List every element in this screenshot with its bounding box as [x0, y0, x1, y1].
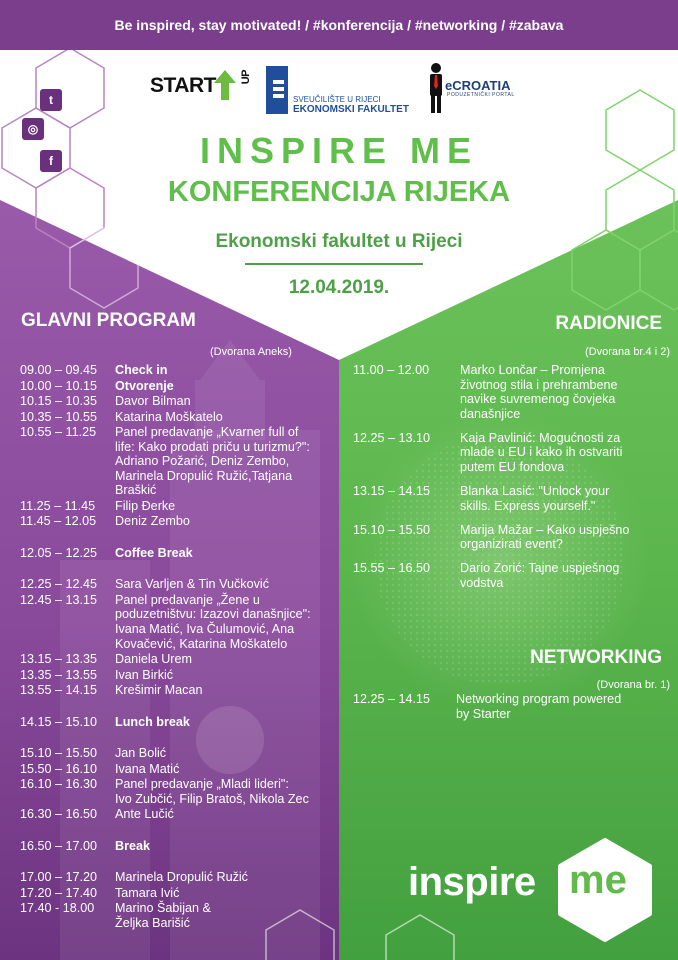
schedule-text: Panel predavanje „Kvarner full of: [115, 425, 299, 439]
schedule-text: Tamara Ivić: [115, 885, 180, 900]
tagline-bar: [0, 0, 678, 50]
facebook-icon[interactable]: f: [40, 150, 62, 172]
schedule-text: Marija Mažar – Kako uspješno: [460, 522, 630, 537]
schedule-text: Lunch break: [115, 714, 190, 729]
schedule-text: putem EU fondova: [460, 459, 565, 474]
start-up-logo: [150, 70, 252, 98]
networking-heading: NETWORKING: [530, 647, 662, 668]
schedule-text: Sara Varljen & Tin Vučković: [115, 577, 269, 592]
schedule-text: Coffee Break: [115, 545, 193, 560]
schedule-text: Adriano Požarić, Deniz Zembo,: [115, 454, 290, 469]
schedule-text: vodstva: [460, 575, 504, 590]
schedule-text: Jan Bolić: [115, 746, 167, 761]
hashtag-zabava[interactable]: #zabava: [508, 17, 564, 33]
brand-wordmark-me: me: [569, 858, 627, 902]
schedule-time: 13.15 – 14.15: [353, 484, 431, 498]
schedule-time: 17.00 – 17.20: [20, 870, 98, 885]
schedule-text: Krešimir Macan: [115, 683, 203, 698]
schedule-time: 15.10 – 15.50: [353, 522, 431, 537]
schedule-time: 12.45 – 13.15: [20, 592, 98, 607]
businessman-icon: [427, 62, 445, 114]
schedule-text: Ivan Birkić: [115, 667, 174, 682]
schedule-text: današnjice: [460, 406, 521, 421]
schedule-time: 10.00 – 10.15: [20, 378, 98, 393]
event-subtitle: KONFERENCIJA RIJEKA: [167, 176, 511, 208]
event-date: 12.04.2019.: [288, 277, 390, 298]
schedule-text: Daniela Urem: [115, 652, 192, 667]
schedule-time: 15.55 – 16.50: [353, 561, 431, 576]
title-divider: [245, 263, 423, 265]
schedule-time: 10.35 – 10.55: [20, 409, 98, 424]
schedule-text: Marinela Dropulić Ružić: [115, 870, 248, 885]
schedule-time: 11.25 – 11.45: [20, 498, 96, 513]
schedule-text: Željka Barišić: [115, 915, 190, 930]
schedule-time: 09.00 – 09.45: [20, 363, 98, 377]
hashtag-networking[interactable]: #networking: [414, 17, 498, 33]
schedule-time: 12.25 – 14.15: [353, 692, 431, 706]
schedule-time: 13.55 – 14.15: [20, 683, 98, 698]
schedule-text: Ivana Matić, Iva Čulumović, Ana: [115, 622, 295, 637]
schedule-text: mlade u EU i kako ih ostvariti: [460, 445, 623, 460]
schedule-text: Davor Bilman: [115, 394, 191, 408]
efri-line2: EKONOMSKI FAKULTET: [293, 104, 409, 115]
ecroatia-sub: PODUZETNIČKI PORTAL: [447, 92, 515, 98]
brand-wordmark: inspire: [408, 860, 536, 904]
schedule-time: 10.55 – 11.25: [20, 425, 97, 439]
schedule-time: 12.25 – 12.45: [20, 577, 98, 592]
schedule-text: Braškić: [115, 483, 157, 498]
tagline: Be inspired, stay motivated!: [114, 17, 302, 33]
schedule-text: by Starter: [456, 706, 511, 721]
schedule-time: 17.40 - 18.00: [20, 901, 95, 916]
schedule-text: skills. Express yourself.": [460, 498, 596, 513]
schedule-text: Check in: [115, 363, 168, 377]
schedule-time: 14.15 – 15.10: [20, 714, 98, 729]
efri-line1: SVEUČILIŠTE U RIJECI: [293, 95, 381, 104]
schedule-text: Ivana Matić: [115, 761, 180, 776]
schedule-text: navike suvremenog čovjeka: [460, 392, 616, 407]
separator: /: [501, 17, 506, 33]
schedule-time: 10.15 – 10.35: [20, 394, 98, 408]
schedule-time: 15.50 – 16.10: [20, 761, 98, 776]
instagram-icon[interactable]: ◎: [22, 118, 44, 140]
schedule-text: Ante Lučić: [115, 807, 174, 822]
schedule-text: Marinela Dropulić Ružić,Tatjana: [115, 468, 293, 483]
schedule-time: 11.00 – 12.00: [353, 363, 430, 377]
venue: Ekonomski fakultet u Rijeci: [215, 231, 463, 252]
schedule-text: Katarina Moškatelo: [115, 409, 223, 424]
separator: /: [305, 17, 310, 33]
schedule-text: Kovačević, Katarina Moškatelo: [115, 636, 288, 651]
schedule-time: 16.50 – 17.00: [20, 838, 98, 853]
glavni-program-room: (Dvorana Aneks): [210, 346, 292, 358]
schedule-text: Panel predavanje „Žene u: [115, 592, 260, 607]
schedule-time: 16.30 – 16.50: [20, 807, 98, 822]
schedule-time: 15.10 – 15.50: [20, 746, 98, 761]
radionice-heading: RADIONICE: [555, 313, 662, 334]
schedule-text: Panel predavanje „Mladi lideri":: [115, 777, 289, 792]
glavni-program-heading: GLAVNI PROGRAM: [21, 310, 196, 331]
schedule-text: Blanka Lasić: "Unlock your: [460, 484, 610, 498]
hashtag-konferencija[interactable]: #konferencija: [312, 17, 404, 33]
twitter-icon[interactable]: t: [40, 89, 62, 111]
start-up-logo-up: UP: [240, 70, 252, 85]
schedule-text: Dario Zorić: Tajne uspješnog: [460, 561, 620, 576]
schedule-time: 13.35 – 13.55: [20, 667, 98, 682]
start-up-logo-text: START: [150, 74, 216, 97]
schedule-text: Ivo Zubčić, Filip Bratoš, Nikola Zec: [115, 791, 309, 806]
networking-room: (Dvorana br. 1): [596, 679, 670, 691]
schedule-text: Marino Šabijan &: [115, 901, 211, 916]
schedule-text: poduzetništvu: Izazovi današnjice":: [115, 607, 311, 622]
schedule-text: organizirati event?: [460, 537, 563, 552]
schedule-time: 11.45 – 12.05: [20, 514, 97, 529]
arrow-up-icon: [214, 70, 236, 100]
ecroatia-name: eCROATIA: [445, 78, 511, 93]
schedule-text: Filip Đerke: [115, 498, 176, 513]
schedule-text: Deniz Zembo: [115, 514, 190, 529]
schedule-text: Kaja Pavlinić: Mogućnosti za: [460, 430, 621, 445]
schedule-time: 17.20 – 17.40: [20, 885, 98, 900]
schedule-text: Networking program powered: [456, 692, 622, 706]
schedule-text: životnog stila i prehrambene: [460, 377, 618, 392]
schedule-text: life: Kako prodati priču u turizmu?":: [115, 439, 310, 454]
schedule-time: 12.05 – 12.25: [20, 545, 98, 560]
separator: /: [407, 17, 411, 33]
radionice-room: (Dvorana br.4 i 2): [585, 346, 670, 358]
schedule-text: Break: [115, 838, 151, 853]
event-title: INSPIRE ME: [199, 130, 479, 171]
schedule-time: 12.25 – 13.10: [353, 430, 431, 445]
efri-emblem-icon: [266, 66, 288, 114]
schedule-time: 16.10 – 16.30: [20, 777, 98, 792]
schedule-text: Otvorenje: [115, 378, 174, 393]
schedule-time: 13.15 – 13.35: [20, 652, 98, 667]
schedule-text: Marko Lončar – Promjena: [460, 363, 605, 377]
